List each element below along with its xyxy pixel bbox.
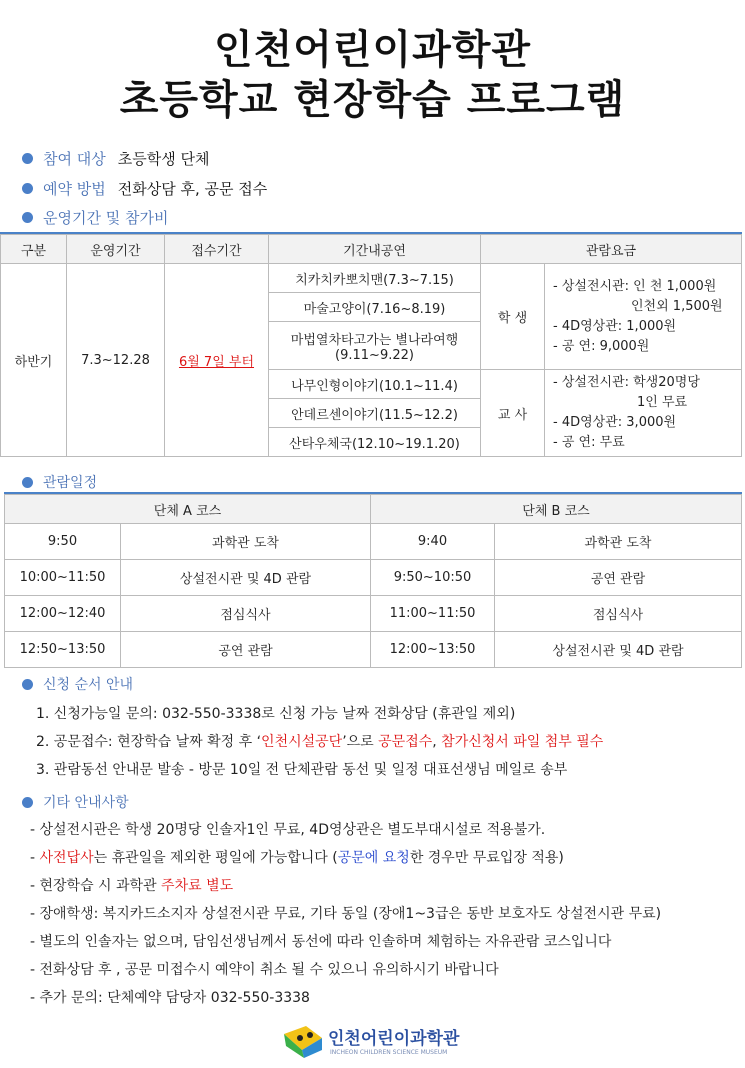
note-item — [30, 844, 661, 872]
a-time: 10:00~11:50 — [5, 560, 121, 596]
note-text: - — [30, 850, 40, 866]
target-label: 참여 대상 — [43, 150, 106, 168]
performance-cell: 치카치카뽀치맨(7.3~7.15) — [269, 264, 481, 293]
performance-cell: 산타우체국(12.10~19.1.20) — [269, 428, 481, 457]
fee-header: 관람요금 — [481, 235, 742, 264]
schedule-section — [22, 472, 97, 492]
fee-line: - 상설전시관: 학생20명당 — [553, 375, 700, 390]
page-title: 인천어린이과학관 — [213, 27, 532, 73]
fee-line: 인천외 1,500원 — [631, 298, 723, 314]
fee-line: 1인 무료 — [637, 395, 688, 410]
bullet-icon — [22, 183, 33, 194]
performance-cell: 마법열차타고가는 별나라여행 (9.11~9.22) — [269, 322, 481, 370]
step-item: 1. 신청가능일 문의: 032-550-3338로 신청 가능 날짜 전화상담 (휴관일 제외) — [36, 706, 516, 722]
note-text: 는 휴관일을 제외한 평일에 가능합니다 ( — [93, 850, 338, 866]
page-subtitle: 초등학교 현장학습 프로그램 — [119, 77, 626, 123]
performance-cell: 나무인형이야기(10.1~11.4) — [269, 370, 481, 399]
teacher-fee-cell — [545, 370, 742, 457]
period-label: 운영기간 및 참가비 — [43, 209, 169, 227]
bullet-icon — [22, 477, 33, 488]
logo-icon — [278, 1020, 478, 1060]
table-row — [5, 524, 742, 560]
table-row — [5, 596, 742, 632]
step-text: ’으로 — [342, 734, 379, 750]
term-cell: 하반기 — [1, 264, 67, 457]
table-row — [5, 560, 742, 596]
performance-cell: 마술고양이(7.16~8.19) — [269, 293, 481, 322]
b-time: 9:40 — [371, 524, 495, 560]
a-activity: 공연 관람 — [121, 632, 371, 668]
a-time: 9:50 — [5, 524, 121, 560]
table-row — [5, 632, 742, 668]
note-text: 한 경우만 무료입장 적용) — [409, 850, 564, 866]
method-label: 예약 방법 — [43, 180, 106, 198]
note-text: - 현장학습 시 과학관 — [30, 878, 162, 894]
a-time: 12:50~13:50 — [5, 632, 121, 668]
fee-header: 기간내공연 — [269, 235, 481, 264]
step-item — [36, 728, 603, 756]
step-text: 2. 공문접수: 현장학습 날짜 확정 후 ‘ — [36, 734, 262, 750]
note-item: - 상설전시관은 학생 20명당 인솔자1인 무료, 4D영상관은 별도부대시설로 적용불가. — [30, 822, 546, 838]
note-highlight: 공문에 요청 — [337, 850, 410, 866]
a-activity: 과학관 도착 — [121, 524, 371, 560]
fee-line: - 상설전시관: 인 천 1,000원 — [553, 278, 717, 294]
target-row — [22, 148, 209, 169]
steps-list — [36, 700, 603, 784]
method-value: 전화상담 후, 공문 접수 — [117, 180, 268, 198]
logo-subtext: INCHEON CHILDREN SCIENCE MUSEUM — [330, 1049, 448, 1056]
steps-section — [22, 674, 133, 694]
a-activity: 점심식사 — [121, 596, 371, 632]
notes-label: 기타 안내사항 — [43, 795, 129, 811]
note-highlight: 주차료 별도 — [161, 878, 234, 894]
method-row — [22, 178, 267, 199]
step-highlight: 공문접수 — [378, 734, 433, 750]
a-activity: 상설전시관 및 4D 관람 — [121, 560, 371, 596]
note-item — [30, 872, 661, 900]
step-highlight: 인천시설공단 — [261, 734, 343, 750]
reception-text: 6월 7일 부터 — [178, 354, 255, 370]
fee-line: - 4D영상관: 3,000원 — [553, 415, 677, 430]
a-time: 12:00~12:40 — [5, 596, 121, 632]
fee-line: - 공 연: 9,000원 — [553, 338, 650, 354]
step-text: , — [432, 734, 442, 750]
b-activity: 과학관 도착 — [495, 524, 742, 560]
fee-header: 구분 — [1, 235, 67, 264]
performance-cell: 안데르센이야기(11.5~12.2) — [269, 399, 481, 428]
note-item: - 전화상담 후 , 공문 미접수시 예약이 취소 될 수 있으니 유의하시기 바랍니다 — [30, 962, 499, 978]
note-item: - 추가 문의: 단체예약 담당자 032-550-3338 — [30, 990, 310, 1006]
step-highlight: 참가신청서 파일 첨부 필수 — [441, 734, 604, 750]
course-a-header: 단체 A 코스 — [5, 495, 371, 524]
bullet-icon — [22, 212, 33, 223]
museum-logo — [278, 1020, 478, 1060]
logo-text: 인천어린이과학관 — [328, 1029, 460, 1049]
fee-table — [0, 234, 742, 457]
b-activity: 점심식사 — [495, 596, 742, 632]
bullet-icon — [22, 153, 33, 164]
fee-line: - 공 연: 무료 — [553, 435, 625, 450]
bullet-icon — [22, 679, 33, 690]
bullet-icon — [22, 797, 33, 808]
fee-header: 접수기간 — [165, 235, 269, 264]
student-label: 학 생 — [481, 264, 545, 370]
fee-header: 운영기간 — [67, 235, 165, 264]
period-cell: 7.3~12.28 — [67, 264, 165, 457]
b-time: 12:00~13:50 — [371, 632, 495, 668]
target-value: 초등학생 단체 — [117, 150, 210, 168]
note-item: - 장애학생: 복지카드소지자 상설전시관 무료, 기타 동일 (장애1~3급은 동반 보호자도 상설전시관 무료) — [30, 906, 662, 922]
b-time: 9:50~10:50 — [371, 560, 495, 596]
fee-line: - 4D영상관: 1,000원 — [553, 318, 677, 334]
schedule-table — [4, 494, 742, 668]
notes-list — [30, 816, 661, 1012]
reception-cell — [165, 264, 269, 457]
b-activity: 공연 관람 — [495, 560, 742, 596]
period-row — [22, 207, 180, 228]
steps-label: 신청 순서 안내 — [43, 677, 134, 693]
b-time: 11:00~11:50 — [371, 596, 495, 632]
notes-section — [22, 792, 129, 812]
note-highlight: 사전답사 — [39, 850, 94, 866]
schedule-label: 관람일정 — [43, 475, 98, 491]
student-fee-cell — [545, 264, 742, 370]
course-b-header: 단체 B 코스 — [371, 495, 742, 524]
b-activity: 상설전시관 및 4D 관람 — [495, 632, 742, 668]
teacher-label: 교 사 — [481, 370, 545, 457]
note-item: - 별도의 인솔자는 없으며, 담임선생님께서 동선에 따라 인솔하며 체험하는 자유관람 코스입니다 — [30, 934, 612, 950]
step-item: 3. 관람동선 안내문 발송 - 방문 10일 전 단체관람 동선 및 일정 대표선생님 메일로 송부 — [36, 762, 568, 778]
